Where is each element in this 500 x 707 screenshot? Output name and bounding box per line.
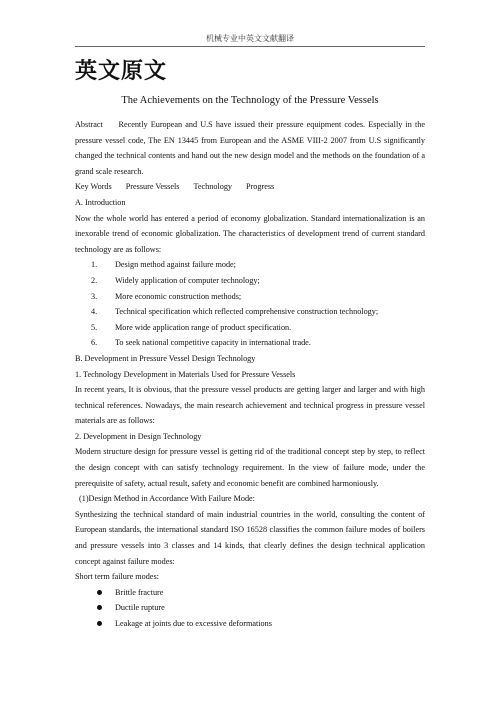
header-divider <box>75 46 425 47</box>
list-text: Technical specification which reflected comprehensive construction technology; <box>115 307 379 317</box>
list-text: More wide application range of product specification. <box>115 322 292 332</box>
list-number: 3. <box>91 291 98 301</box>
list-item <box>75 616 425 632</box>
bullet-icon <box>97 621 102 626</box>
subsection-3-paragraph: Synthesizing the technical standard of main industrial countries in the world, consulting the content of European standards, the international standard ISO 16528 classifies the common failure modes of boilers and pressure vessels into 3 classes and 14 kinds, that clearly defines the design technical application concept against failure modes: <box>75 509 425 566</box>
list-item <box>75 585 425 601</box>
list-text: Widely application of computer technology; <box>115 275 260 285</box>
failure-mode-list <box>75 585 425 632</box>
list-number: 4. <box>91 307 98 317</box>
list-item <box>75 257 425 273</box>
list-text: To seek national competitive capacity in international trade. <box>115 338 311 348</box>
subsection-1-heading: 1. Technology Development in Materials Used for Pressure Vessels <box>75 369 296 379</box>
bullet-icon <box>97 605 102 610</box>
list-item <box>75 304 425 320</box>
page-header: 机械专业中英文文献翻译 <box>206 34 294 43</box>
document-body <box>75 117 428 632</box>
list-number: 5. <box>91 322 98 332</box>
keywords-line <box>75 179 425 195</box>
list-text: More economic construction methods; <box>115 291 242 301</box>
short-term-label: Short term failure modes: <box>75 572 159 582</box>
abstract: Abstract Recently European and U.S have issued their pressure equipment codes. Especially in the pressure vessel code, The EN 13445 from European and the ASME VIII-2 2007 from U.S significantly changed the technical contents and hand out the new design model and the methods on the foundation of a grand scale research. <box>75 120 428 176</box>
list-item <box>75 273 425 289</box>
section-b-heading: B. Development in Pressure Vessel Design Technology <box>75 353 256 363</box>
keyword: Pressure Vessels <box>125 182 180 192</box>
keyword: Technology <box>193 182 233 192</box>
list-item <box>75 320 425 336</box>
section-a-heading: A. Introduction <box>75 197 126 207</box>
list-text: Ductile rupture <box>115 603 165 613</box>
list-number: 2. <box>91 275 98 285</box>
bullet-icon <box>97 590 102 595</box>
list-number: 6. <box>91 338 98 348</box>
list-text: Brittle fracture <box>115 587 164 597</box>
list-text: Design method against failure mode; <box>115 260 236 270</box>
list-item <box>75 335 425 351</box>
section-a-paragraph: Now the whole world has entered a period of economy globalization. Standard internationalization is an inexorable trend of economic globalization. The characteristics of development trend of current standard technology are as follows: <box>75 213 425 254</box>
subsection-2-paragraph: Modern structure design for pressure vessel is getting rid of the traditional concept step by step, to reflect the design concept with can satisfy technology requirement. In the view of failure mode, under the prerequisite of safety, actual result, safety and economic benefit are combined harmoniously. <box>75 447 425 488</box>
paper-title: The Achievements on the Technology of the Pressure Vessels <box>121 95 379 106</box>
list-text: Leakage at joints due to excessive deformations <box>115 619 272 628</box>
keywords-label: Key Words <box>75 182 112 192</box>
trend-list <box>75 257 425 351</box>
keyword: Progress <box>246 182 275 192</box>
list-number: 1. <box>91 260 98 270</box>
subsection-1-paragraph: In recent years, It is obvious, that the pressure vessel products are getting larger and larger and with high technical references. Nowadays, the main research achievement and technical progress in pressure vessel materials are as follows: <box>75 385 425 426</box>
list-item <box>75 600 425 616</box>
list-item <box>75 289 425 305</box>
subsection-3-heading: (1)Design Method in Accordance With Failure Mode: <box>79 494 255 504</box>
subsection-2-heading: 2. Development in Design Technology <box>75 431 202 441</box>
section-heading: 英文原文 <box>75 59 168 84</box>
